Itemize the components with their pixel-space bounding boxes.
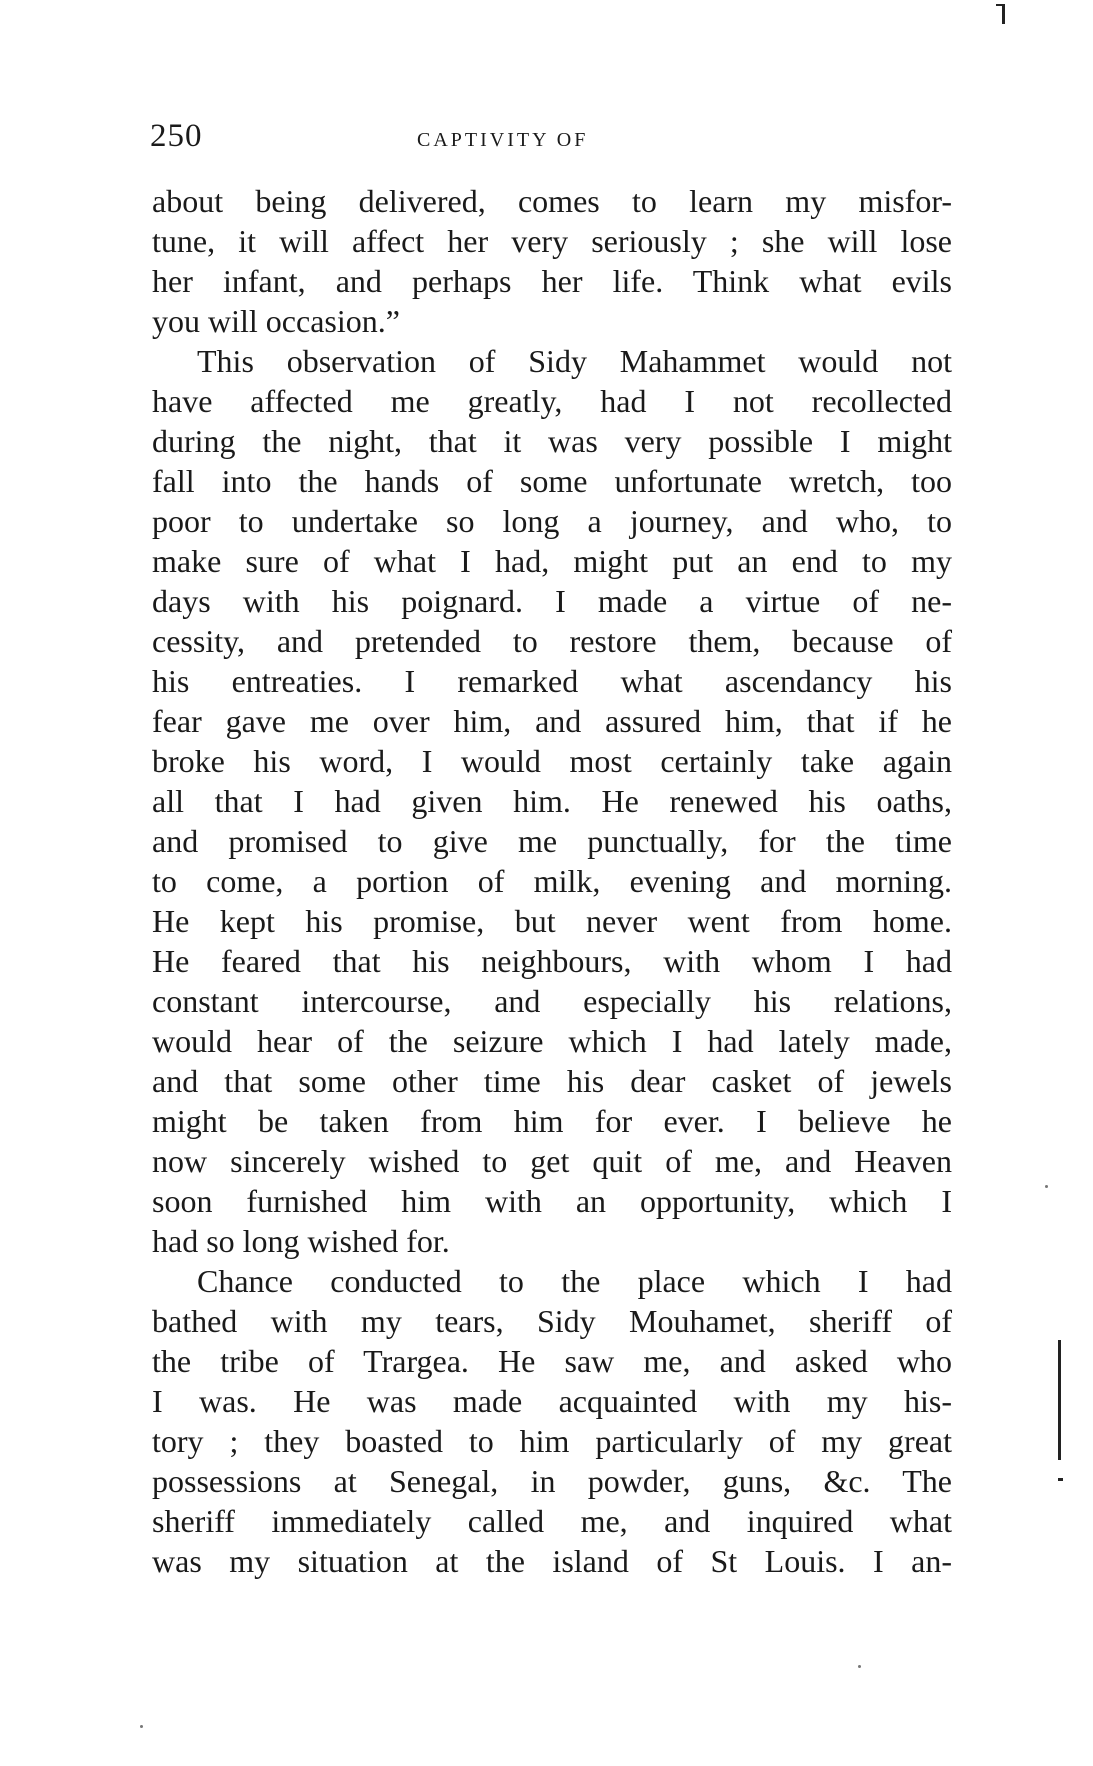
paragraph-start-line: This observation of Sidy Mahammet would not xyxy=(197,343,952,379)
text-line: her infant, and perhaps her life. Think what evils xyxy=(152,263,952,299)
text-line: sheriff immediately called me, and inquired what xyxy=(152,1503,952,1539)
body-text xyxy=(152,181,952,1581)
text-line: his entreaties. I remarked what ascendancy his xyxy=(152,663,952,699)
text-line: poor to undertake so long a journey, and who, to xyxy=(152,503,952,539)
paragraph-start-line: Chance conducted to the place which I had xyxy=(197,1263,952,1299)
text-line: I was. He was made acquainted with my his- xyxy=(152,1383,952,1419)
running-head: CAPTIVITY OF xyxy=(417,129,589,151)
text-line: soon furnished him with an opportunity, which I xyxy=(152,1183,952,1219)
text-line: would hear of the seizure which I had lately made, xyxy=(152,1023,952,1059)
text-line: all that I had given him. He renewed his oaths, xyxy=(152,783,952,819)
text-line: about being delivered, comes to learn my misfor- xyxy=(152,183,952,219)
text-line: have affected me greatly, had I not recollected xyxy=(152,383,952,419)
text-line: bathed with my tears, Sidy Mouhamet, sheriff of xyxy=(152,1303,952,1339)
scan-speck xyxy=(1045,1185,1048,1188)
text-line: constant intercourse, and especially his relations, xyxy=(152,983,952,1019)
text-line: fall into the hands of some unfortunate wretch, too xyxy=(152,463,952,499)
corner-scan-tick xyxy=(996,4,1004,6)
text-line: make sure of what I had, might put an end to my xyxy=(152,543,952,579)
text-line: broke his word, I would most certainly take again xyxy=(152,743,952,779)
scan-speck xyxy=(140,1725,143,1728)
text-line: fear gave me over him, and assured him, that if he xyxy=(152,703,952,739)
text-line: and promised to give me punctually, for the time xyxy=(152,823,952,859)
page-number: 250 xyxy=(150,118,203,154)
text-line: He feared that his neighbours, with whom I had xyxy=(152,943,952,979)
text-line: now sincerely wished to get quit of me, and Heaven xyxy=(152,1143,952,1179)
text-line: you will occasion.” xyxy=(152,303,400,339)
margin-scan-dot xyxy=(1058,1478,1063,1481)
text-line: was my situation at the island of St Louis. I an- xyxy=(152,1543,952,1579)
text-line: cessity, and pretended to restore them, because of xyxy=(152,623,952,659)
text-line: tory ; they boasted to him particularly of my great xyxy=(152,1423,952,1459)
text-line: days with his poignard. I made a virtue of ne- xyxy=(152,583,952,619)
text-line: and that some other time his dear casket of jewels xyxy=(152,1063,952,1099)
page-header xyxy=(150,118,950,166)
text-line: the tribe of Trargea. He saw me, and asked who xyxy=(152,1343,952,1379)
text-line: might be taken from him for ever. I believe he xyxy=(152,1103,952,1139)
corner-scan-mark xyxy=(1002,4,1005,24)
text-line: during the night, that it was very possible I might xyxy=(152,423,952,459)
scan-speck xyxy=(858,1665,861,1668)
text-line: had so long wished for. xyxy=(152,1223,450,1259)
margin-scan-bar xyxy=(1058,1340,1061,1460)
text-line: possessions at Senegal, in powder, guns, &c. The xyxy=(152,1463,952,1499)
text-line: to come, a portion of milk, evening and morning. xyxy=(152,863,952,899)
text-line: He kept his promise, but never went from home. xyxy=(152,903,952,939)
text-line: tune, it will affect her very seriously ; she will lose xyxy=(152,223,952,259)
